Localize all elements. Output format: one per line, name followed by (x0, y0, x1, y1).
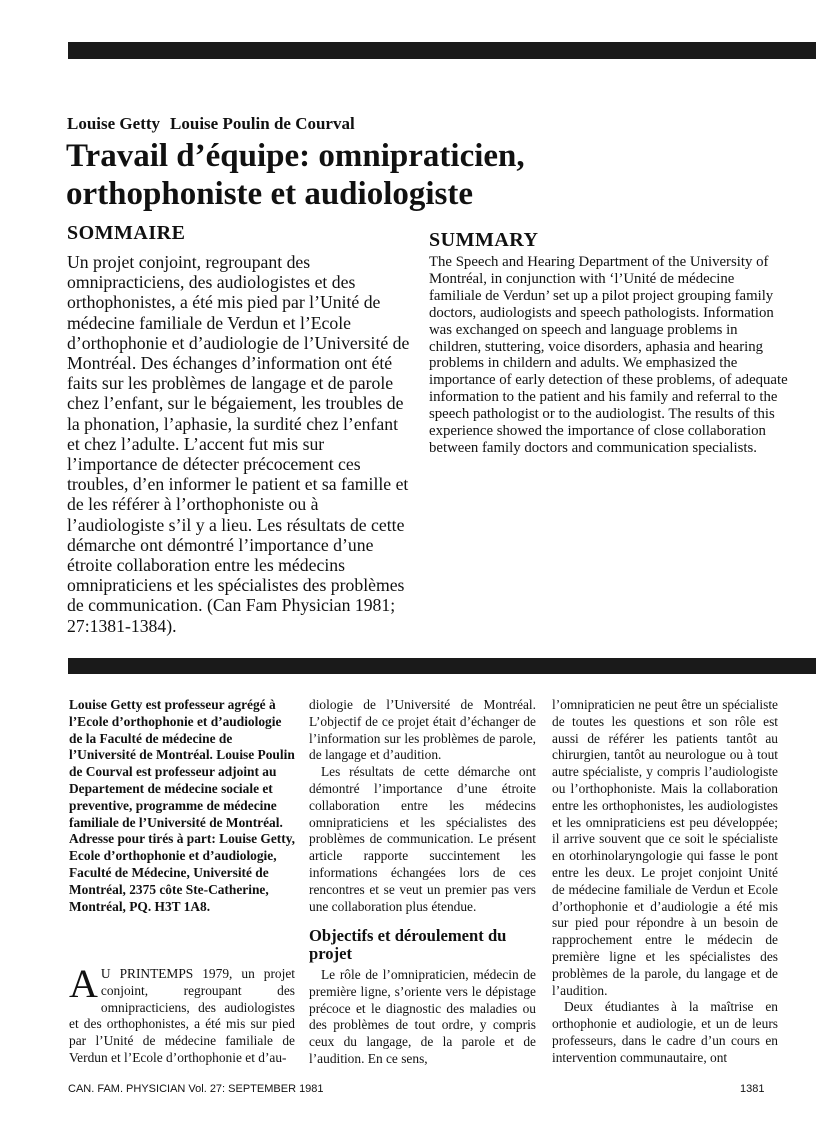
intro-paragraph (69, 961, 295, 1067)
column-1-text (69, 961, 295, 1067)
column-3-text (552, 697, 778, 1067)
page-number: 1381 (740, 1083, 765, 1095)
journal-footer: CAN. FAM. PHYSICIAN Vol. 27: SEPTEMBER 1981 (68, 1083, 324, 1095)
summary-heading: SUMMARY (429, 229, 539, 251)
author-line (67, 114, 355, 134)
drop-cap: A (69, 961, 98, 1006)
sommaire-heading: SOMMAIRE (67, 222, 186, 244)
title-line: orthophoniste et audiologiste (66, 176, 474, 212)
title-line: Travail d’équipe: omnipraticien, (66, 138, 525, 174)
intro-text: U PRINTEMPS 1979, un projet conjoint, regroupant des omnipracticiens, des audiologistes et des orthophonistes, a été mis sur pied par l’Unité de médecine familiale de Verdun et l’Ecole d’orthophonie et d’au- (69, 966, 295, 1065)
middle-rule (68, 658, 816, 674)
paragraph: Deux étudiantes à la maîtrise en orthophonie et audiologie, et un de leurs professeurs, dans le cadre d’un cours en intervention communautaire, ont (552, 999, 778, 1065)
author-bio: Louise Getty est professeur agrégé à l’Ecole d’orthophonie et d’audiologie de la Faculté de médecine de l’Université de Montréal. Louise Poulin de Courval est professeur adjoint au Departement de médecine sociale et preventive, programme de médecine familiale de l’Université de Montréal. Adresse pour tirés à part: Louise Getty, Ecole d’orthophonie et d’audiologie, Faculté de Médecine, Université de Montréal, 2375 côte Ste-Catherine, Montréal, PQ. H3T 1A8. (69, 697, 296, 914)
paragraph: Le rôle de l’omnipraticien, médecin de première ligne, s’oriente vers le dépistage précoce et le diagnostic des maladies ou des problèmes de tout ordre, y compris ceux du langage, de la parole et de l’audition. En ce sens, (309, 967, 536, 1066)
article-title (66, 137, 766, 213)
summary-text: The Speech and Hearing Department of the University of Montréal, in conjunction with ‘l’Unité de médecine familiale de Verdun’ set up a pilot project grouping family doctors, audiologists and speech pathologists. Information was exchanged on speech and language problems in children, stuttering, voice disorders, aphasia and hearing problems in childern and adults. We emphasized the importance of early detection of these problems, of adequate information to the patient and his family and referral to the speech pathologist or to the audiologist. The results of this experience showed the importance of close collaboration between family doctors and communication specialists. (429, 254, 788, 456)
paragraph: Les résultats de cette démarche ont démontré l’importance d’une étroite collaboration entre les médecins omnipraticiens et les spécialistes des problèmes de communication. Le présent article rapporte succintement les informations échangées lors de ces rencontres et se veut un premier pas vers une collaboration plus étendue. (309, 764, 536, 914)
author-name: Louise Getty (67, 114, 161, 133)
paragraph: l’omnipraticien ne peut être un spécialiste de toutes les questions et son rôle est aussi de référer les patients tantôt au chirurgien, tantôt au neurologue ou à tout autre spécialiste, y compris l’audiologiste ou l’orthophoniste. Mais la collaboration entre les orthophonistes, les audiologistes et les omnipraticiens est peu développée; il arrive souvent que ce soit le spécialiste en otorhinolaryngologie qui fasse le pont entre les deux. Le projet conjoint Unité de médecine familiale de Verdun et Ecole d’orthophonie et d’audiologie a été mis sur pied pour répondre à un besoin de rapprochement entre le médecin de première ligne et les spécialistes des problèmes de la parole, du langage et de l’audition. (552, 697, 778, 998)
column-2-section-text (309, 967, 536, 1068)
top-rule (68, 42, 816, 59)
author-name: Louise Poulin de Courval (170, 114, 355, 133)
paragraph: diologie de l’Université de Montréal. L’objectif de ce projet était d’échanger de l’information sur les problèmes de parole, de langage et d’audition. (309, 697, 536, 763)
section-heading: Objectifs et déroulement du projet (309, 926, 507, 963)
column-2-text (309, 697, 536, 915)
sommaire-text: Un projet conjoint, regroupant des omnipracticiens, des audiologistes et des orthophonistes, a été mis pied par l’Unité de médecine familiale de Verdun et l’Ecole d’orthophonie et d’audiologie de l’Université de Montréal. Des échanges d’information ont été faits sur les problèmes de langage et de parole chez l’enfant, sur le bégaiement, les troubles de la phonation, l’aphasie, la surdité chez l’enfant et chez l’adulte. L’accent fut mis sur l’importance de détecter précocement ces troubles, d’en informer le patient et sa famille et de les référer à l’orthophoniste ou à l’audiologiste s’il y a lieu. Les résultats de cette démarche ont démontré l’importance d’une étroite collaboration entre les médecins omnipraticiens et les spécialistes des problèmes de communication. (Can Fam Physician 1981; 27:1381-1384). (67, 252, 410, 636)
